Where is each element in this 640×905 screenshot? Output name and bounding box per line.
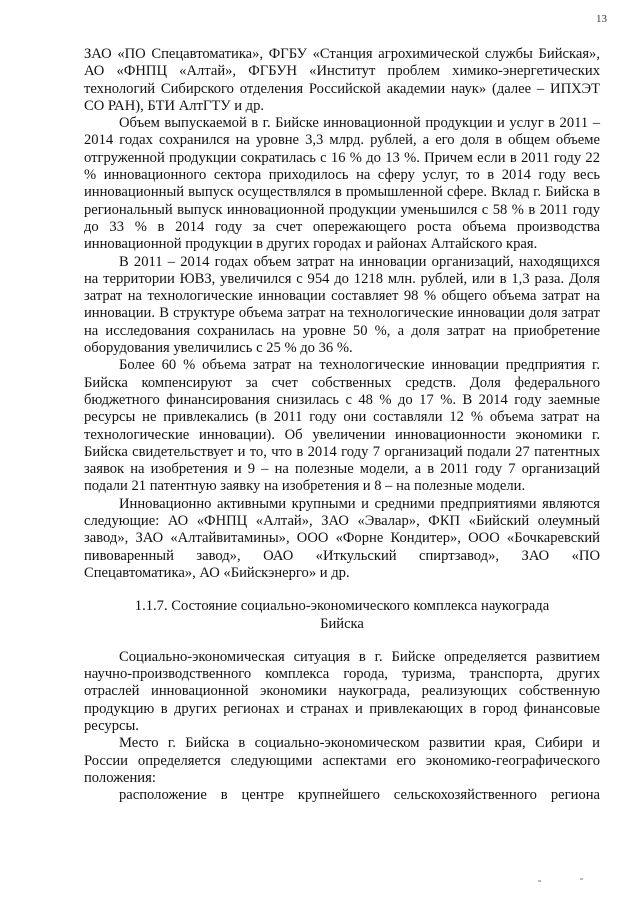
page-number: 13 [596,13,607,25]
paragraph-innovation-costs: В 2011 – 2014 годах объем затрат на инновации организаций, находящихся на территории ЮВЗ, увеличился с 954 до 1218 млн. рублей, или в 1,3 раза. Доля затрат на технологические инновации составляет 98 % общего объема затрат на инновации. В структуре объема затрат на технологические инновации доля затрат на исследования сохранилась на уровне 50 %, а доля затрат на приобретение оборудования увеличились с 25 % до 36 %. [84,253,600,357]
paragraph-financing-sources: Более 60 % объема затрат на технологические инновации предприятия г. Бийска компенсируют за счет собственных средств. Доля федерального бюджетного финансирования снизилась с 48 % до 17 %. В 2014 году заемные ресурсы не привлекались (в 2011 году они составляли 12 % объема затрат на технологические инновации). Об увеличении инновационности экономики г. Бийска свидетельствует и то, что в 2014 году 7 организаций подали 27 патентных заявок на изобретения и 9 – на полезные модели, а в 2011 году 7 организаций подали 21 патентную заявку на изобретения и 8 – на полезные модели. [84,357,600,495]
paragraph-active-enterprises: Инновационно активными крупными и средними предприятиями являются следующие: АО «ФНПЦ «Алтай», ЗАО «Эвалар», ФКП «Бийский олеумный завод», ЗАО «Алтайвитамины», ООО «Форне Кондитер», ООО «Бочкаревский пивоваренный завод», ОАО «Иткульский спиртзавод», ЗАО «ПО Спецавтоматика», АО «Бийскэнерго» и др. [84,495,600,581]
scan-speck [580,878,583,880]
paragraph-innovative-output: Объем выпускаемой в г. Бийске инновационной продукции и услуг в 2011 – 2014 годах сохранился на уровне 3,3 млрд. рублей, а его доля в общем объеме отгруженной продукции сократилась с 16 % до 13 %. Причем если в 2011 году 22 % инновационного сектора приходилось на сферу услуг, то в 2014 году весь инновационный выпуск осуществлялся в промышленной сфере. Вклад г. Бийска в региональный выпуск инновационной продукции уменьшился с 58 % в 2011 году до 33 % в 2014 году за счет опережающего роста объема производства инновационной продукции в других городах и районах Алтайского края. [84,115,600,253]
paragraph-location-center: расположение в центре крупнейшего сельскохозяйственного региона [119,787,600,804]
paragraph-continuation: ЗАО «ПО Спецавтоматика», ФГБУ «Станция агрохимической службы Бийская», АО «ФНПЦ «Алтай», ФГБУН «Институт проблем химико-энергетических технологий Сибирского отделения Российской академии наук» (далее – ИПХЭТ СО РАН), БТИ АлтГТУ и др. [84,46,600,114]
paragraph-socioeconomic-situation: Социально-экономическая ситуация в г. Бийске определяется развитием научно-производственного комплекса города, туризма, транспорта, других отраслей инновационной экономики наукограда, реализующих собственную продукцию в других регионах и странах и привлекающих в город финансовые ресурсы. [84,648,600,734]
scan-speck [538,880,541,882]
paragraph-geographic-position: Место г. Бийска в социально-экономическом развитии края, Сибири и России определяется следующими аспектами его экономико-географического положения: [84,735,600,786]
page-body [84,46,600,804]
section-heading: 1.1.7. Состояние социально-экономического комплекса наукограда Бийска [134,598,550,632]
